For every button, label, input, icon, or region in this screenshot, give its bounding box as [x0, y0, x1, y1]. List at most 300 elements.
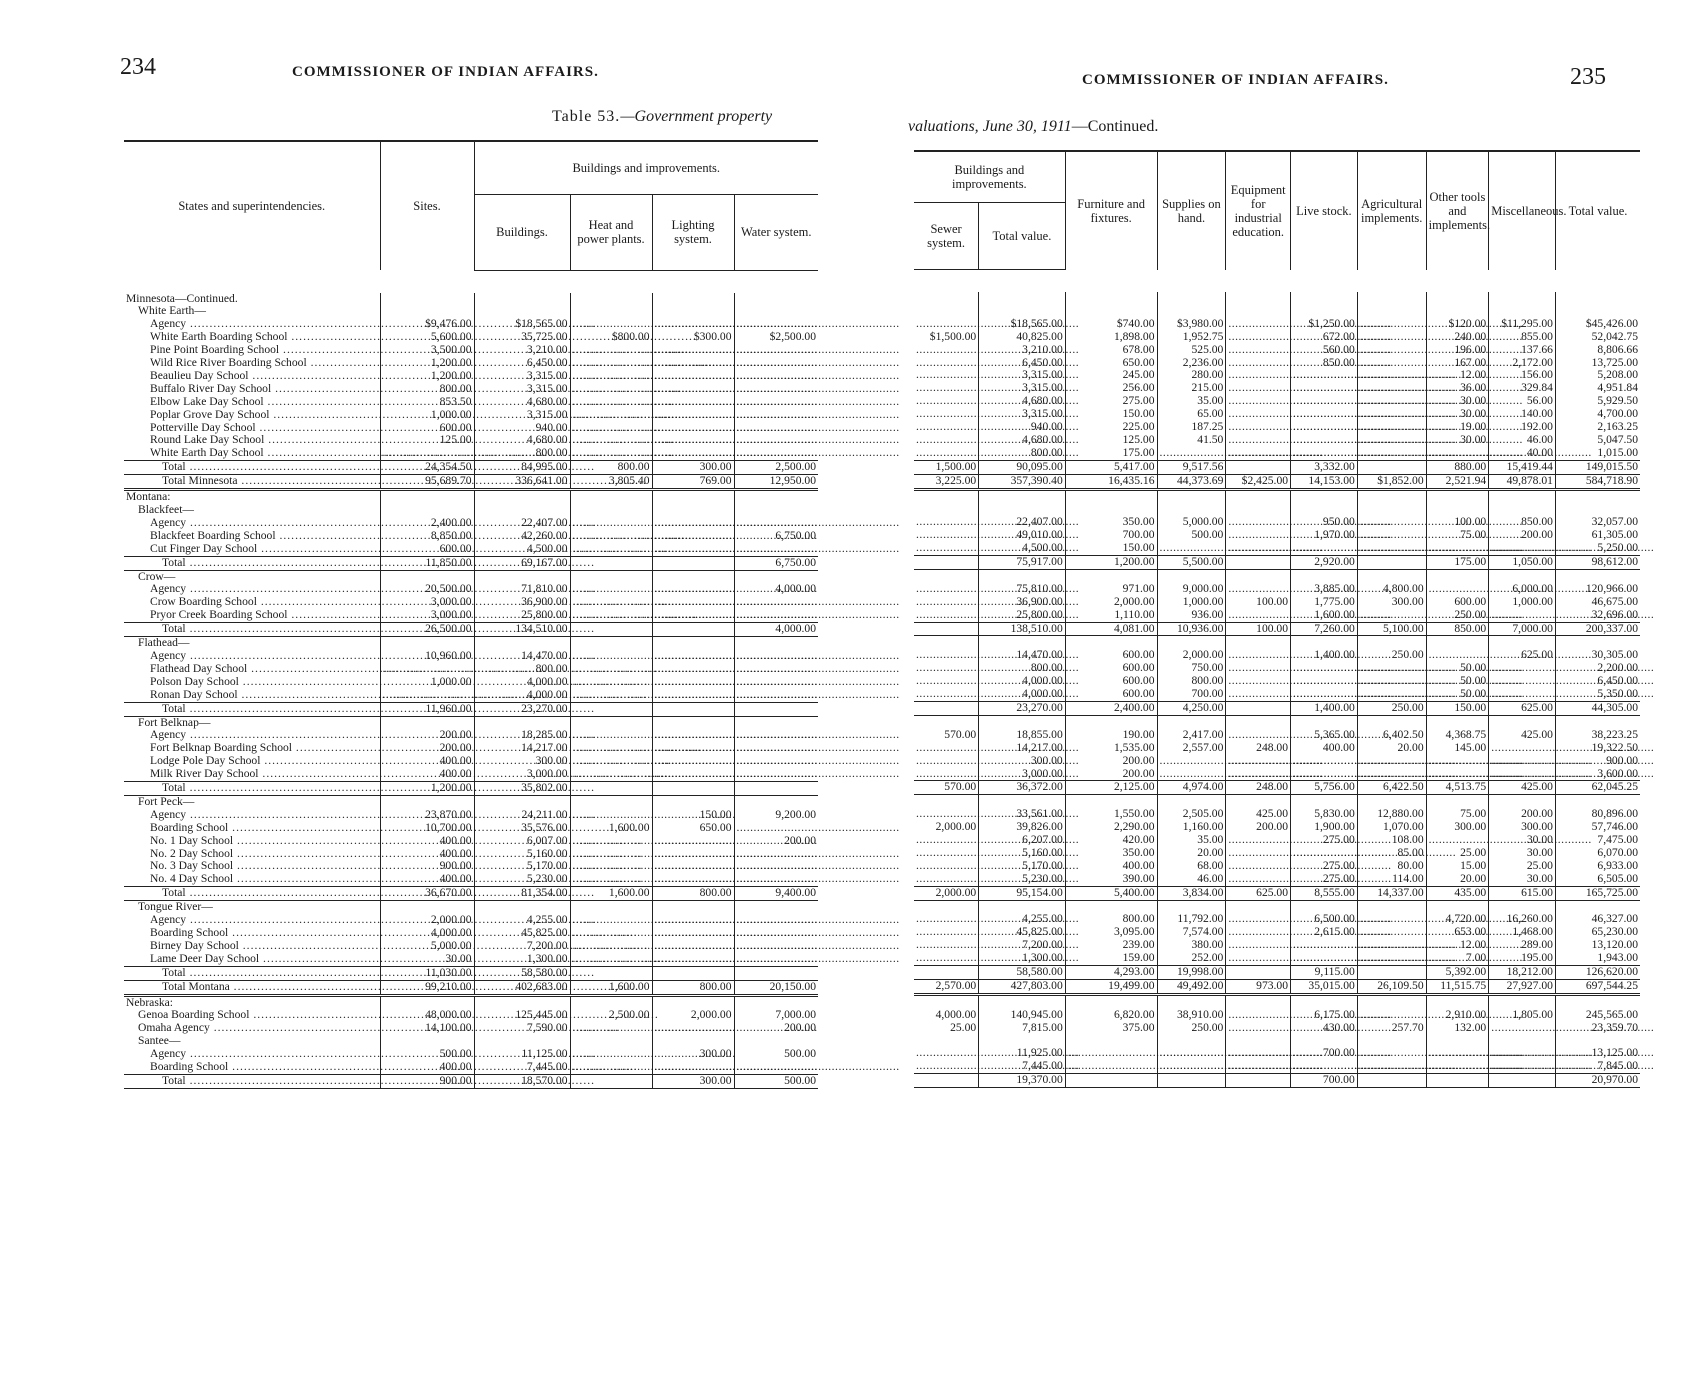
cell [652, 383, 734, 396]
cell: 41.50 [1157, 434, 1226, 447]
cell: $45,426.00 [1585, 316, 1638, 330]
cell: 4,255.00 [474, 914, 570, 927]
cell [1291, 421, 1358, 434]
cell: 248.00 [1226, 781, 1291, 795]
table-row [124, 409, 818, 422]
cell: 9,517.56 [1157, 460, 1226, 474]
cell: 5,000.00 [1157, 516, 1226, 529]
cell: 48,000.00 [380, 1009, 474, 1022]
cell [979, 305, 1066, 318]
cell [652, 637, 734, 650]
cell: 20.00 [1357, 742, 1426, 755]
cell: 570.00 [914, 729, 979, 742]
row-label: Cut Finger Day School ..... [150, 543, 378, 556]
cell [1357, 542, 1426, 555]
cell [1226, 292, 1291, 305]
row-label: Lodge Pole Day School ..... [150, 755, 378, 768]
cell: 7,000.00 [775, 1008, 816, 1022]
cell [1555, 994, 1640, 1008]
cell [1489, 292, 1556, 305]
cell [1157, 900, 1226, 913]
cell: 880.00 [1426, 460, 1489, 474]
right-page [848, 0, 1695, 1380]
cell: 42,260.00 [474, 530, 570, 543]
cell [652, 543, 734, 556]
cell: 1,200.00 [380, 370, 474, 383]
table-row [124, 357, 818, 370]
cell [1357, 768, 1426, 781]
cell: 23,270.00 [474, 702, 570, 716]
cell: 9,115.00 [1291, 966, 1358, 980]
cell: 114.00 [1357, 873, 1426, 886]
cell: 1,160.00 [1157, 821, 1226, 834]
cell [1157, 994, 1226, 1008]
row-label: Santee— [138, 1034, 181, 1048]
table-caption-text: —Government property [620, 108, 773, 125]
cell [914, 860, 979, 873]
total-row [124, 623, 818, 637]
cell: 3,315.00 [474, 383, 570, 396]
cell: 380.00 [1157, 939, 1226, 952]
cell [1426, 489, 1489, 503]
cell [1555, 569, 1640, 582]
total-row [914, 886, 1640, 900]
cell: 14,217.00 [474, 742, 570, 755]
cell [652, 782, 734, 796]
cell: 27,927.00 [1489, 979, 1556, 994]
cell: 560.00 [1291, 344, 1358, 357]
cell: 5,600.00 [380, 331, 474, 344]
group-heading-row [124, 570, 818, 583]
cell [734, 1061, 818, 1074]
cell: 800.00 [1065, 913, 1157, 926]
cell: 275.00 [1291, 873, 1358, 886]
cell: 4,500.00 [474, 543, 570, 556]
cell: 1,600.00 [1291, 609, 1358, 622]
cell [1291, 994, 1358, 1008]
cell: 9,000.00 [1157, 583, 1226, 596]
row-label: Agency ..... [150, 517, 378, 530]
cell [914, 755, 979, 768]
cell [652, 556, 734, 570]
cell: 46,327.00 [1591, 912, 1638, 926]
cell: 900.00 [1606, 753, 1638, 767]
cell: 940.00 [979, 421, 1066, 434]
cell [474, 901, 570, 914]
cell: 1,550.00 [1065, 808, 1157, 821]
cell: 7,475.00 [1597, 833, 1638, 847]
cell: 625.00 [1489, 702, 1556, 716]
cell [570, 490, 652, 504]
cell: 800.00 [652, 980, 734, 995]
cell: 7,445.00 [474, 1061, 570, 1074]
cell: 46.00 [1489, 434, 1556, 447]
cell [734, 357, 818, 370]
cell: 36,670.00 [380, 887, 474, 901]
cell [1357, 489, 1426, 503]
cell [1065, 795, 1157, 808]
row-label: Agency ..... [150, 914, 378, 927]
row-label: Total ..... [162, 623, 378, 636]
cell [652, 517, 734, 530]
cell: 108.00 [1357, 834, 1426, 847]
cell [1357, 952, 1426, 965]
cell: 2,000.00 [1065, 596, 1157, 609]
cell [734, 409, 818, 422]
cell: $1,852.00 [1357, 474, 1426, 489]
cell: 20,150.00 [734, 980, 818, 995]
cell: 4,974.00 [1157, 781, 1226, 795]
cell [1489, 609, 1556, 622]
cell [474, 795, 570, 808]
cell: 150.00 [1065, 542, 1157, 555]
table-row [124, 676, 818, 689]
cell: 427,803.00 [979, 979, 1066, 994]
cell: 7,590.00 [474, 1022, 570, 1035]
cell: 120,966.00 [1585, 581, 1638, 595]
cell [1157, 636, 1226, 649]
table-row [914, 1009, 1640, 1022]
cell: 100.00 [1426, 516, 1489, 529]
cell: 18,212.00 [1489, 966, 1556, 980]
cell: 500.00 [784, 1047, 816, 1061]
cell: 7,200.00 [979, 939, 1066, 952]
cell [652, 1022, 734, 1035]
cell [1357, 434, 1426, 447]
cell: 275.00 [1291, 860, 1358, 873]
group-heading-row [914, 994, 1640, 1008]
running-head: COMMISSIONER OF INDIAN AFFAIRS. [1082, 72, 1389, 88]
cell: 6,422.50 [1357, 781, 1426, 795]
row-label: Genoa Boarding School ..... [138, 1009, 378, 1022]
cell: 25.00 [914, 1022, 979, 1035]
total-row [124, 966, 818, 980]
cell: 9,400.00 [734, 887, 818, 901]
cell: 2,417.00 [1157, 729, 1226, 742]
group-heading-row [914, 569, 1640, 582]
cell [979, 489, 1066, 503]
cell [652, 504, 734, 517]
cell [1226, 318, 1291, 331]
cell [1357, 636, 1426, 649]
cell: $2,500.00 [769, 330, 816, 344]
cell: 700.00 [1291, 1047, 1358, 1060]
cell: 425.00 [1489, 729, 1556, 742]
cell: 950.00 [1291, 516, 1358, 529]
header-equipment: Equipment for industrial education. [1226, 151, 1291, 270]
cell: 570.00 [914, 781, 979, 795]
cell: 200.00 [784, 1021, 816, 1035]
table-caption-text: valuations, June 30, 1911 [908, 118, 1072, 135]
cell [1291, 434, 1358, 447]
cell: 800.00 [474, 663, 570, 676]
table-row [124, 1061, 818, 1074]
cell: 248.00 [1226, 742, 1291, 755]
cell: 3,834.00 [1157, 886, 1226, 900]
cell [474, 637, 570, 650]
cell: 22,407.00 [474, 517, 570, 530]
cell [1291, 755, 1358, 768]
row-label: Agency ..... [150, 729, 378, 742]
cell: 2,290.00 [1065, 821, 1157, 834]
cell [1226, 768, 1291, 781]
cell [570, 1022, 652, 1035]
cell: 800.00 [474, 447, 570, 460]
cell [1291, 569, 1358, 582]
cell: 5,756.00 [1291, 781, 1358, 795]
cell [734, 663, 818, 676]
row-label: Nebraska: [126, 995, 173, 1009]
cell: 200.00 [1065, 768, 1157, 781]
cell: 6,500.00 [1291, 913, 1358, 926]
header-total: Total value. [1568, 203, 1628, 218]
cell [1226, 583, 1291, 596]
cell [1555, 636, 1640, 649]
cell [570, 940, 652, 953]
cell: 300.00 [474, 755, 570, 768]
cell: 600.00 [1426, 596, 1489, 609]
cell: 252.00 [1157, 952, 1226, 965]
row-label: Pryor Creek Boarding School ..... [150, 609, 378, 622]
cell: 11,925.00 [979, 1047, 1066, 1060]
cell: 1,000.00 [380, 676, 474, 689]
cell: 95,154.00 [979, 886, 1066, 900]
cell: 3,210.00 [979, 344, 1066, 357]
cell: 3,000.00 [474, 768, 570, 781]
cell [1065, 305, 1157, 318]
cell [570, 396, 652, 409]
table-row [914, 729, 1640, 742]
row-label: Pine Point Boarding School ..... [150, 344, 378, 357]
cell [380, 490, 474, 504]
cell [1157, 569, 1226, 582]
cell [914, 994, 979, 1008]
cell: 855.00 [1489, 331, 1556, 344]
group-heading-row [124, 637, 818, 650]
cell [734, 543, 818, 556]
cell [652, 953, 734, 966]
running-head: COMMISSIONER OF INDIAN AFFAIRS. [292, 64, 599, 80]
cell [652, 623, 734, 637]
cell: 18,285.00 [474, 729, 570, 742]
cell [1426, 292, 1489, 305]
cell: 2,200.00 [1597, 661, 1638, 675]
cell: 35.00 [1157, 834, 1226, 847]
cell [570, 637, 652, 650]
cell: 5,830.00 [1291, 808, 1358, 821]
cell: 35,802.00 [474, 782, 570, 796]
cell [1157, 542, 1226, 555]
cell: 4,000.00 [474, 676, 570, 689]
cell [914, 1074, 979, 1088]
cell: 500.00 [380, 1048, 474, 1061]
group-heading-row [124, 716, 818, 729]
row-label: Milk River Day School ..... [150, 768, 378, 781]
cell [1426, 447, 1489, 460]
cell: 58,580.00 [474, 966, 570, 980]
header-buildings-group: Buildings and improvements. [474, 141, 818, 195]
cell [734, 609, 818, 622]
cell [734, 650, 818, 663]
cell [1489, 542, 1556, 555]
cell: 24,211.00 [474, 809, 570, 822]
cell [914, 292, 979, 305]
cell: 35,015.00 [1291, 979, 1358, 994]
cell: 167.00 [1426, 357, 1489, 370]
cell [1489, 795, 1556, 808]
cell: 625.00 [1226, 886, 1291, 900]
cell [1291, 1060, 1358, 1073]
cell: 4,293.00 [1065, 966, 1157, 980]
table-row [124, 1022, 818, 1035]
row-label: White Earth Day School ..... [150, 447, 378, 460]
cell: 6,175.00 [1291, 1009, 1358, 1022]
cell [380, 716, 474, 729]
cell: 10,700.00 [380, 822, 474, 835]
cell: 30.00 [1426, 434, 1489, 447]
cell: 19,499.00 [1065, 979, 1157, 994]
cell: 132.00 [1426, 1022, 1489, 1035]
cell: 56.00 [1489, 395, 1556, 408]
row-label: No. 2 Day School ..... [150, 848, 378, 861]
cell: 2,000.00 [652, 1009, 734, 1022]
cell [570, 873, 652, 886]
cell: 5,929.50 [1597, 394, 1638, 408]
cell: 500.00 [734, 1074, 818, 1088]
cell [1357, 421, 1426, 434]
cell [652, 966, 734, 980]
row-label: Elbow Lake Day School ..... [150, 396, 378, 409]
cell: 300.00 [652, 461, 734, 475]
cell: $18,565.00 [979, 318, 1066, 331]
left-table-body [124, 270, 818, 1088]
cell: 45,825.00 [979, 926, 1066, 939]
cell: 12,950.00 [734, 475, 818, 490]
row-label: Agency ..... [150, 1048, 378, 1061]
cell [734, 873, 818, 886]
cell: 1,070.00 [1357, 821, 1426, 834]
total-row [124, 702, 818, 716]
cell: 3,315.00 [979, 408, 1066, 421]
cell [652, 795, 734, 808]
header-sites: Sites. [380, 141, 474, 270]
cell [734, 795, 818, 808]
cell [1157, 489, 1226, 503]
total-row [124, 556, 818, 570]
row-label: Total ..... [162, 967, 378, 980]
cell [734, 966, 818, 980]
cell: 125,445.00 [474, 1009, 570, 1022]
cell: 5,417.00 [1065, 460, 1157, 474]
table-caption [908, 118, 1158, 136]
cell: 200,337.00 [1555, 622, 1640, 636]
cell: 400.00 [1065, 860, 1157, 873]
cell [1489, 742, 1556, 755]
cell [652, 409, 734, 422]
cell [652, 663, 734, 676]
cell [914, 583, 979, 596]
cell: 200.00 [1226, 821, 1291, 834]
cell: 6,933.00 [1597, 858, 1638, 872]
table-row [124, 873, 818, 886]
cell [570, 293, 652, 306]
cell: 1,943.00 [1597, 951, 1638, 965]
row-label: Blackfeet Boarding School ..... [150, 530, 378, 543]
cell [914, 795, 979, 808]
cell [570, 927, 652, 940]
row-label: Polson Day School ..... [150, 676, 378, 689]
cell: 275.00 [1291, 834, 1358, 847]
cell: 49,010.00 [979, 529, 1066, 542]
cell [914, 1060, 979, 1073]
cell: $9,476.00 [380, 318, 474, 331]
cell [1426, 834, 1489, 847]
cell: 7.00 [1426, 952, 1489, 965]
cell: 4,951.84 [1597, 381, 1638, 395]
header-livestock: Live stock. [1291, 151, 1358, 270]
cell: 6,450.00 [979, 357, 1066, 370]
cell: 6,450.00 [1597, 674, 1638, 688]
cell: 1,300.00 [979, 952, 1066, 965]
row-label: Wild Rice River Boarding School ..... [150, 357, 378, 370]
cell: 245.00 [1065, 369, 1157, 382]
cell [1226, 873, 1291, 886]
table-row [124, 447, 818, 460]
row-label: Agency ..... [150, 650, 378, 663]
cell [734, 517, 818, 530]
cell: 100.00 [1226, 596, 1291, 609]
row-label: Total Montana ..... [162, 981, 378, 994]
page-number: 234 [120, 54, 156, 80]
cell [570, 809, 652, 822]
cell: 336,641.00 [474, 475, 570, 490]
cell: 700.00 [1291, 1074, 1358, 1088]
cell: 4,000.00 [734, 623, 818, 637]
cell: 5,160.00 [474, 848, 570, 861]
cell: 26,109.50 [1357, 979, 1426, 994]
cell: 973.00 [1226, 979, 1291, 994]
cell [570, 409, 652, 422]
cell: 800.00 [1157, 675, 1226, 688]
cell: 30.00 [1426, 408, 1489, 421]
cell: 3,000.00 [979, 768, 1066, 781]
cell: 2,000.00 [1157, 649, 1226, 662]
cell: 3,805.40 [570, 475, 652, 490]
cell: 971.00 [1065, 583, 1157, 596]
cell: 150.00 [1065, 408, 1157, 421]
cell [914, 434, 979, 447]
table-row [124, 940, 818, 953]
table-row [124, 383, 818, 396]
cell [1489, 900, 1556, 913]
cell: 390.00 [1065, 873, 1157, 886]
cell [734, 504, 818, 517]
cell: 400.00 [380, 835, 474, 848]
total-row [914, 781, 1640, 795]
cell [1157, 447, 1226, 460]
cell [380, 901, 474, 914]
cell [474, 995, 570, 1009]
cell [570, 676, 652, 689]
cell [1291, 292, 1358, 305]
row-label: Crow Boarding School ..... [150, 596, 378, 609]
cell: 4,720.00 [1426, 913, 1489, 926]
cell: 672.00 [1291, 331, 1358, 344]
table-row [914, 860, 1640, 873]
cell: 2,910.00 [1426, 1009, 1489, 1022]
cell: 800.00 [979, 662, 1066, 675]
group-heading-row [124, 795, 818, 808]
